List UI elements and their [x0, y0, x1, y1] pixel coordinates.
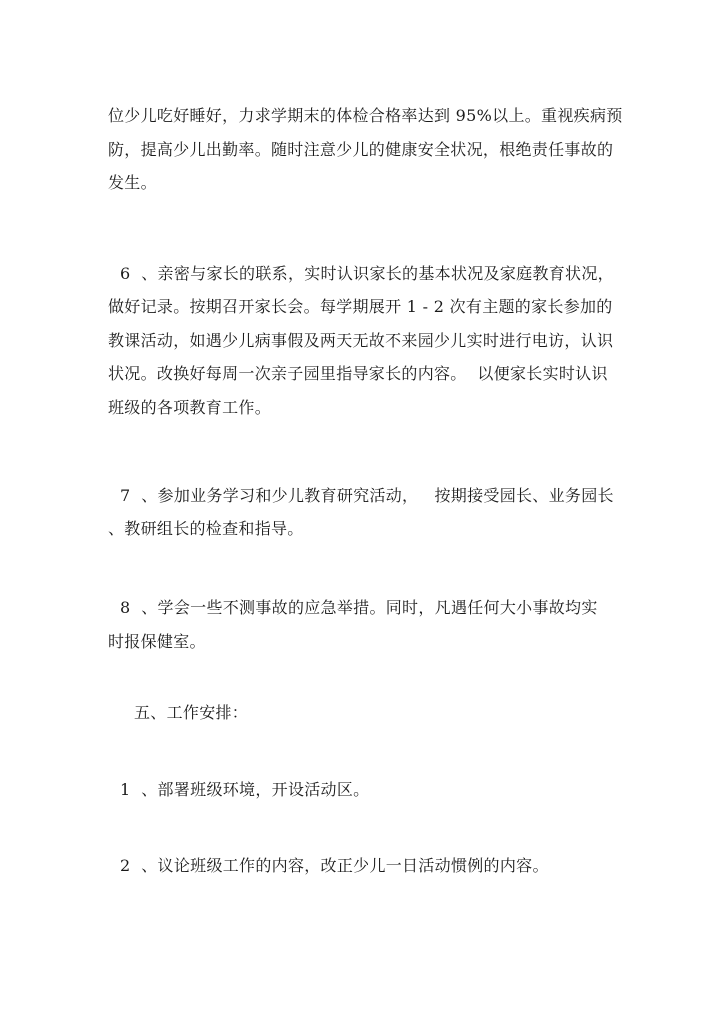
text-line: 做好记录。按期召开家长会。每学期展开 1 - 2 次有主题的家长参加的: [108, 297, 613, 316]
text-line: 位少儿吃好睡好，力求学期末的体检合格率达到 95%以上。重视疾病预: [108, 106, 623, 125]
text-line: 7 、参加业务学习和少儿教育研究活动， 按期接受园长、业务园长: [120, 486, 614, 505]
text-line: 状况。改换好每周一次亲子园里指导家长的内容。 以便家长实时认识: [108, 364, 608, 383]
text-line: 、教研组长的检查和指导。: [108, 519, 304, 538]
text-line: 2 、议论班级工作的内容，改正少儿一日活动惯例的内容。: [120, 856, 549, 875]
text-line: 教课活动，如遇少儿病事假及两天无故不来园少儿实时进行电访，认识: [108, 331, 614, 350]
text-line: 发生。: [108, 173, 157, 192]
text-line: 1 、部署班级环境，开设活动区。: [120, 780, 370, 799]
section-heading: 五、工作安排：: [134, 703, 249, 722]
text-line: 时报保健室。: [108, 632, 206, 651]
text-line: 8 、学会一些不测事故的应急举措。同时，凡遇任何大小事故均实: [120, 598, 598, 617]
text-line: 6 、亲密与家长的联系，实时认识家长的基本状况及家庭教育状况，: [120, 264, 614, 283]
text-line: 班级的各项教育工作。: [108, 398, 272, 417]
text-line: 防，提高少儿出勤率。随时注意少儿的健康安全状况，根绝责任事故的: [108, 140, 614, 159]
